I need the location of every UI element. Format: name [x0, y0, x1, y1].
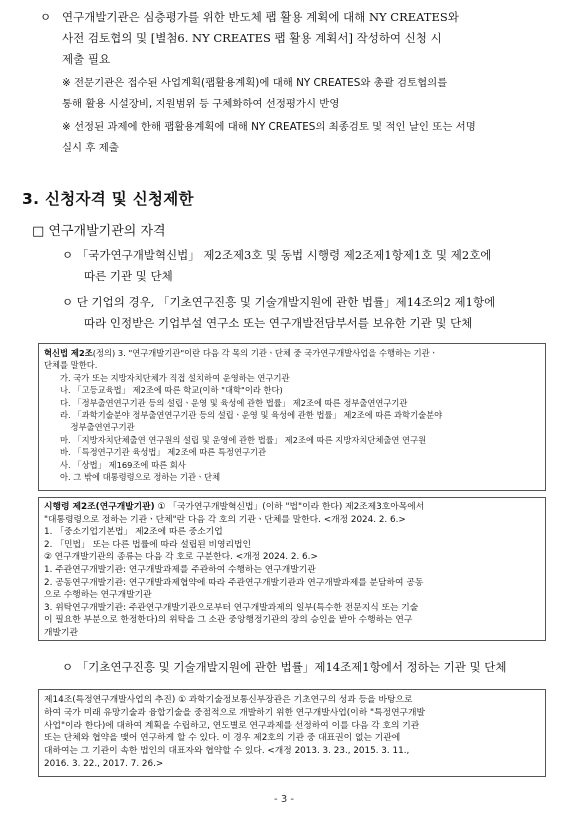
intro-note-2 [62, 117, 547, 159]
law-box-article-14 [38, 689, 546, 777]
intro-note-2-line-1: ※ 선정된 과제에 한해 팹활용계획에 대해 NY CREATES의 최종검토 및 적인 날인 또는 서명 [62, 121, 476, 133]
intro-item-1-line-2: 사전 검토협의 및 [별첨6. NY CREATES 팹 활용 계획서] 작성하여 신청 시 [62, 31, 442, 45]
law-box-1-item: 바. 「특정연구기관 육성법」 제2조에 따른 특정연구기관 [60, 447, 267, 458]
law-box-1-item: 정부출연연구기관 [60, 422, 135, 433]
qualification-item-1-line-1: ㅇ 「국가연구개발혁신법」 제2조제3호 및 동법 시행령 제2조제1항제1호 및 제2호에 [62, 248, 492, 262]
intro-note-1 [62, 73, 547, 115]
intro-item-1-line-1: 연구개발기관은 심층평가를 위한 반도체 팹 활용 계획에 대해 NY CREATES와 [62, 10, 459, 24]
bullet-circle: ㅇ [40, 10, 52, 24]
intro-item-1 [40, 7, 545, 70]
law-box-2-line: 3. 위탁연구개발기관: 주관연구개발기관으로부터 연구개발과제의 일부(특수한 전문지식 또는 기술 [44, 602, 419, 613]
law-box-3-line: 대하여는 그 기관이 속한 법인의 대표자와 협약할 수 있다. <개정 2013. 3. 23., 2015. 3. 11., [44, 746, 410, 757]
qualification-item-2-line-1: ㅇ 단 기업의 경우, 「기초연구진흥 및 기술개발지원에 관한 법률」제14조의2 제1항에 [62, 295, 496, 309]
law-box-2-line: 1. 「중소기업기본법」 제2조에 따른 중소기업 [44, 527, 223, 538]
intro-note-1-line-1: ※ 전문기관은 접수된 사업계획(팹활용계획)에 대해 NY CREATES와 총괄 검토협의를 [62, 77, 448, 89]
law-box-1-item: 가. 국가 또는 지방자치단체가 직접 설치하여 운영하는 연구기관 [60, 372, 290, 383]
law-box-2-heading-bold: 시행령 제2조(연구개발기관) [44, 502, 155, 512]
law-box-2-line: 1. 주관연구개발기관: 연구개발과제를 주관하여 수행하는 연구개발기관 [44, 564, 316, 575]
qualification-item-1-line-2: 따른 기관 및 단체 [84, 269, 173, 283]
law-box-1-heading [44, 347, 540, 359]
law-box-enforcement-decree [38, 497, 546, 641]
law-box-2-line: 2. 공동연구개발기관: 연구개발과제협약에 따라 주관연구개발기관과 연구개발과제를 분담하여 공동 [44, 577, 424, 588]
law-box-1-item: 나. 「고등교육법」 제2조에 따른 학교(이하 "대학"이라 한다) [60, 385, 283, 396]
qualification-item-3: ㅇ 「기초연구진흥 및 기술개발지원에 관한 법률」제14조제1항에서 정하는 기관 및 단체 [62, 660, 507, 674]
law-box-1-item: 사. 「상법」 제169조에 따른 회사 [60, 459, 186, 470]
law-box-3-line: 2016. 3. 22., 2017. 7. 26.> [44, 758, 164, 769]
law-box-2-heading-rest: ① 「국가연구개발혁신법」(이하 "법"이라 한다) 제2조제3호아목에서 [154, 502, 425, 512]
law-box-3-line: 제14조(특정연구개발사업의 추진) ① 과학기술정보통신부장관은 기초연구의 성과 등을 바탕으로 [44, 695, 413, 705]
law-box-1-heading-rest: (정의) 3. "연구개발기관"이란 다음 각 목의 기관ㆍ단체 중 국가연구개발사업을 수행하는 기관ㆍ [92, 348, 438, 358]
qualification-item-2-line-2: 따라 인정받은 기업부설 연구소 또는 연구개발전담부서를 보유한 기관 및 단체 [84, 316, 473, 330]
law-box-3-line: 하여 국가 미래 유망기술과 융합기술을 중점적으로 개발하기 위한 연구개발사업(이하 "특정연구개발 [44, 707, 426, 718]
law-box-innovation-act [38, 343, 546, 491]
law-box-2-line: 2. 「민법」 또는 다른 법률에 따라 설립된 비영리법인 [44, 539, 252, 550]
law-box-1-line-2: 단체를 말한다. [44, 360, 98, 371]
law-box-2-heading [44, 501, 540, 514]
law-box-1-item: 다. 「정부출연연구기관 등의 설립ㆍ운영 및 육성에 관한 법률」 제2조에 따른 정부출연연구기관 [60, 397, 408, 408]
law-box-2-line: ② 연구개발기관의 종류는 다음 각 호로 구분한다. <개정 2024. 2. 6.> [44, 552, 318, 563]
sub-section-title: □ 연구개발기관의 자격 [32, 224, 166, 239]
law-box-2-line: 개발기관 [44, 627, 78, 638]
intro-note-2-line-2: 실시 후 제출 [62, 142, 119, 154]
law-box-2-line: "대통령령으로 정하는 기관ㆍ단체"란 다음 각 호의 기관ㆍ단체를 말한다. <개정 2024. 2. 6.> [44, 514, 406, 525]
intro-item-1-line-3: 제출 필요 [62, 52, 111, 66]
qualification-item-1 [62, 245, 546, 287]
law-box-1-heading-bold: 혁신법 제2조 [44, 348, 93, 358]
qualification-item-2 [62, 292, 546, 334]
law-box-2-line: 이 필요한 부분으로 한정한다)의 위탁을 그 소관 중앙행정기관의 장의 승인을 받아 수행하는 연구 [44, 615, 413, 626]
law-box-1-item: 라. 「과학기술분야 정부출연연구기관 등의 설립ㆍ운영 및 육성에 관한 법률」 제2조에 따른 과학기술분야 [60, 410, 443, 421]
law-box-1-item: 아. 그 밖에 대통령령으로 정하는 기관ㆍ단체 [60, 472, 221, 483]
law-box-2-line: 으로 수행하는 연구개발기관 [44, 590, 152, 601]
page-number: - 3 - [274, 794, 294, 805]
section-title: 3. 신청자격 및 신청제한 [22, 190, 194, 208]
law-box-3-line: 또는 단체와 협약을 맺어 연구하게 할 수 있다. 이 경우 제2호의 기관 중 대표권이 없는 기관에 [44, 733, 401, 744]
law-box-1-item: 마. 「지방자치단체출연 연구원의 설립 및 운영에 관한 법률」 제2조에 따른 지방자치단체출연 연구원 [60, 434, 427, 445]
law-box-3-line: 사업"이라 한다)에 대하여 계획을 수립하고, 연도별로 연구과제를 선정하여 이를 다음 각 호의 기관 [44, 720, 420, 731]
intro-note-1-line-2: 통해 활용 시설장비, 지원범위 등 구체화하여 선정평가시 반영 [62, 98, 340, 110]
